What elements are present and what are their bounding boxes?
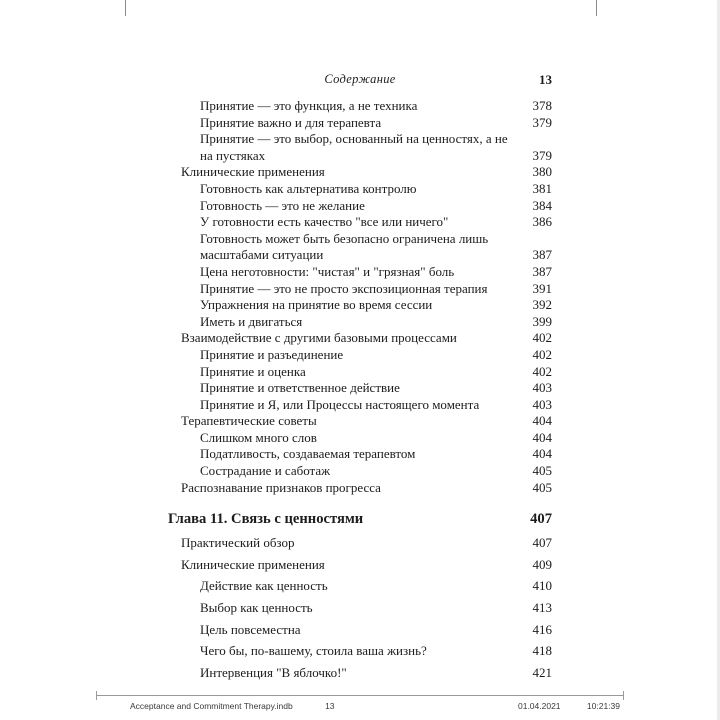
toc-entry-title: Практический обзор xyxy=(181,535,295,551)
toc-entry xyxy=(168,578,552,595)
toc-entry-title: Готовность — это не желание xyxy=(200,197,365,213)
toc-entry-page: 409 xyxy=(532,556,552,572)
toc-entry-title: Чего бы, по-вашему, стоила ваша жизнь? xyxy=(200,643,427,659)
toc-entry-title: У готовности есть качество "все или ничего" xyxy=(200,214,449,230)
toc-entry-title: Принятие и разъединение xyxy=(200,346,344,362)
toc-entry-title: Принятие и ответственное действие xyxy=(200,380,400,396)
toc-entry-title: Принятие важно и для терапевта xyxy=(200,114,382,130)
toc-entry-page: 402 xyxy=(532,363,552,379)
toc-entry xyxy=(168,347,552,364)
toc-entry xyxy=(168,164,552,181)
toc-entry-title: Клинические применения xyxy=(181,164,325,180)
toc-entry xyxy=(168,463,552,480)
toc-entry-title: Принятие — это функция, а не техника xyxy=(200,98,418,113)
toc-entry-page: 416 xyxy=(532,621,552,637)
toc-entry xyxy=(168,380,552,397)
toc-entry xyxy=(168,480,552,497)
toc-entry-page: 413 xyxy=(532,600,552,616)
toc-entry-page: 402 xyxy=(532,330,552,346)
crop-mark-top-left xyxy=(125,0,126,16)
footer-rule xyxy=(96,695,624,696)
toc-entry-title: Сострадание и саботаж xyxy=(200,463,331,479)
toc-entry-page: 404 xyxy=(532,446,552,462)
toc-entry xyxy=(168,264,552,281)
toc-entry xyxy=(168,214,552,231)
toc-entry xyxy=(168,231,552,264)
toc-entry-page: 387 xyxy=(532,263,552,279)
toc-entry-page: 407 xyxy=(532,535,552,551)
toc-entry xyxy=(168,131,552,164)
toc-entry-title: Принятие — это выбор, основанный на ценностях, а не на пустяках xyxy=(200,131,508,163)
toc-entry xyxy=(168,181,552,198)
toc-entry xyxy=(168,446,552,463)
toc-entry-title: Терапевтические советы xyxy=(181,413,317,429)
toc-entry-page: 381 xyxy=(532,180,552,196)
toc-entry-page: 405 xyxy=(532,463,552,479)
footer-filename: Acceptance and Commitment Therapy.indb xyxy=(130,701,293,711)
toc-entry-page: 387 xyxy=(532,247,552,263)
toc-entry xyxy=(168,297,552,314)
toc-entry xyxy=(168,510,552,529)
toc-entry-page: 392 xyxy=(532,297,552,313)
toc-entry-title: Взаимодействие с другими базовыми процессами xyxy=(181,330,457,346)
toc-entry xyxy=(168,600,552,617)
toc-entry-page: 404 xyxy=(532,429,552,445)
toc-entry-title: Упражнения на принятие во время сессии xyxy=(200,297,433,313)
toc-entry xyxy=(168,430,552,447)
footer-time: 10:21:39 xyxy=(586,701,620,711)
toc-entry-page: 407 xyxy=(530,511,552,528)
toc-entry xyxy=(168,98,552,115)
toc-entry xyxy=(168,281,552,298)
header-page-number: 13 xyxy=(539,72,552,87)
toc-entry-page: 380 xyxy=(532,164,552,180)
toc-entry-page: 384 xyxy=(532,197,552,213)
toc-entry-page: 386 xyxy=(532,214,552,230)
toc-entry-page: 418 xyxy=(532,643,552,659)
toc-entry xyxy=(168,643,552,660)
toc-entry-title: Иметь и двигаться xyxy=(200,313,303,329)
toc-entry-title: Клинические применения xyxy=(181,556,325,572)
toc-entry-page: 403 xyxy=(532,380,552,396)
toc-entry-title: Цель повсеместна xyxy=(200,621,301,637)
toc-entry-page: 405 xyxy=(532,479,552,495)
crop-mark-top-right xyxy=(596,0,597,16)
toc-entry xyxy=(168,115,552,132)
toc-entry xyxy=(168,535,552,552)
toc-entry-page: 402 xyxy=(532,346,552,362)
toc-entry xyxy=(168,665,552,682)
toc-entry-page: 410 xyxy=(532,578,552,594)
toc-entry-page: 379 xyxy=(532,114,552,130)
toc-entry-title: Слишком много слов xyxy=(200,429,317,445)
footer-left-group xyxy=(130,701,335,711)
page-footer xyxy=(130,701,620,711)
toc-entry-title: Действие как ценность xyxy=(200,578,328,594)
toc-entry-title: Принятие и Я, или Процессы настоящего момента xyxy=(200,396,480,412)
footer-tick-right xyxy=(623,691,624,700)
toc-entry-title: Готовность может быть безопасно ограничена лишь масштабами ситуации xyxy=(200,230,489,263)
toc-entry xyxy=(168,622,552,639)
toc-entry-title: Глава 11. Связь с ценностями xyxy=(168,511,364,528)
toc-entry xyxy=(168,413,552,430)
toc-entry xyxy=(168,397,552,414)
page-content xyxy=(168,72,552,686)
toc-entry-title: Принятие — это не просто экспозиционная терапия xyxy=(200,280,488,296)
toc-entry-title: Выбор как ценность xyxy=(200,600,313,616)
toc-entry-page: 404 xyxy=(532,413,552,429)
toc-entry-title: Распознавание признаков прогресса xyxy=(181,479,381,495)
toc-entry-page: 399 xyxy=(532,313,552,329)
toc-entry-title: Принятие и оценка xyxy=(200,363,306,379)
toc-entry-title: Податливость, создаваемая терапевтом xyxy=(200,446,416,462)
toc-entry-title: Цена неготовности: "чистая" и "грязная" боль xyxy=(200,263,455,279)
footer-right-group xyxy=(518,701,620,711)
toc-entry-title: Интервенция "В яблочко!" xyxy=(200,664,347,680)
running-head xyxy=(168,72,552,88)
toc-entry-title: Готовность как альтернатива контролю xyxy=(200,180,417,196)
footer-tick-left xyxy=(96,691,97,700)
footer-date: 01.04.2021 xyxy=(517,701,561,711)
toc-entry xyxy=(168,330,552,347)
toc-entry xyxy=(168,557,552,574)
toc-entry-page: 378 xyxy=(532,98,552,113)
footer-sheet-number: 13 xyxy=(325,701,335,711)
header-title: Содержание xyxy=(324,72,396,86)
toc-entry-page: 403 xyxy=(532,396,552,412)
toc-entry xyxy=(168,198,552,215)
toc-entry-page: 379 xyxy=(532,147,552,163)
toc-entry xyxy=(168,314,552,331)
toc-entry-page: 391 xyxy=(532,280,552,296)
toc-entry-page: 421 xyxy=(532,664,552,680)
toc-entry xyxy=(168,364,552,381)
toc-list xyxy=(168,98,552,681)
